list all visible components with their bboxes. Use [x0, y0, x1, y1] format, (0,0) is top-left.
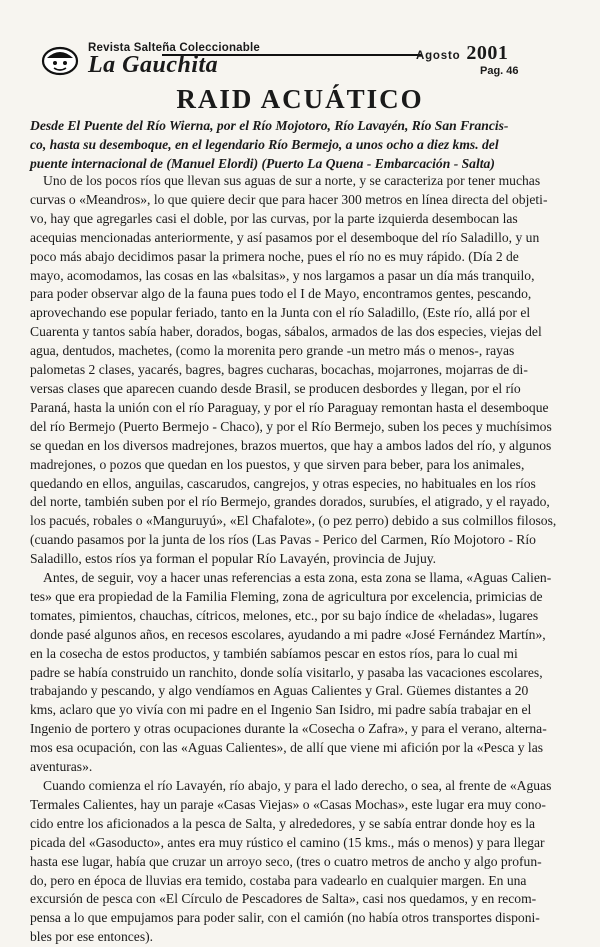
body-line: (cuando pasamos por la junta de los ríos (Las Pavas - Perico del Carmen, Río Mojotoro - Río	[30, 532, 536, 548]
body-line: Antes, de seguir, voy a hacer unas referencias a esta zona, esta zona se llama, «Aguas Calien-	[43, 570, 552, 586]
magazine-header	[36, 40, 560, 80]
body-line: Termales Calientes, hay un paraje «Casas Viejas» o «Casas Mochas», este lugar era muy cono-	[30, 796, 546, 812]
body-line: excursión de pesca con «El Círculo de Pescadores de Salta», casi nos quedamos, y en recom-	[30, 891, 537, 907]
article-title: RAID ACUÁTICO	[176, 84, 424, 114]
body-line: Uno de los pocos ríos que llevan sus aguas de sur a norte, y se caracteriza por tener muchas	[43, 173, 541, 188]
article-lead	[30, 116, 564, 173]
body-line: picada del «Gasoducto», antes era muy rústico el camino (15 kms., más o menos) y para llegar	[30, 834, 545, 850]
body-line: acequias mencionadas anteriormente, y así pasamos por el desemboque del río Saladillo, y un	[30, 229, 540, 245]
body-line: Cuando comienza el río Lavayén, río abajo, y para el lado derecho, o sea, al frente de «Aguas	[43, 778, 552, 793]
body-line: curvas o «Meandros», lo que quiere decir que para hacer 300 metros en línea directa del objeti-	[30, 191, 548, 207]
body-line: vo, hay que agregarles casi el doble, por las curvas, por la parte izquierda desembocan las	[30, 210, 518, 226]
magazine-name: La Gauchita	[88, 52, 219, 78]
issue-month: Agosto	[416, 50, 461, 62]
body-line: madrejones, o pozos que quedan en los puestos, y que sirven para beber, para los animales,	[30, 456, 525, 472]
body-line: padre se había construido un ranchito, donde solía visitarlo, y pasaba las vacaciones escolares,	[30, 664, 543, 680]
body-line: bles por ese entonces).	[30, 929, 154, 945]
body-line: palometas 2 clases, yacarés, bagres, bagres cucharas, bocachas, mojarrones, mojarras de di-	[30, 362, 528, 378]
body-line: aventuras».	[30, 759, 93, 775]
body-line: tes» que era propiedad de la Familia Fleming, zona de agricultura por excelencia, primicias de	[30, 588, 543, 604]
body-line: para poder observar algo de la fauna pues todo el I de Mayo, encontramos gentes, pescando,	[30, 286, 532, 302]
body-line: Ingenio de portero y otras ocupaciones durante la «Cosecha o Zafra», y para el verano, alterna-	[30, 721, 547, 737]
body-line: pensa a lo que empujamos para poder salir, con el camión (no había otros transportes disponi-	[30, 910, 540, 926]
body-line: mos esa ocupación, con las «Aguas Calientes», de allí que viene mi afición por la «Pesca y las	[30, 740, 544, 756]
body-line: tomates, pimientos, chauchas, cítricos, melones, etc., por su bajo índice de «heladas», lugares	[30, 607, 539, 623]
body-line: versas clases que aparecen cuando desde Brasil, se producen desbordes y llegan, por el río	[30, 380, 521, 396]
body-line: poco más abajo decidimos pasar la primera noche, pues el río no es muy rápido. (Día 2 de	[30, 248, 519, 264]
body-line: del norte, también suben por el río Bermejo, grandes dorados, surubíes, el atigrado, y el rayado,	[30, 494, 550, 510]
lead-line: co, hasta su desemboque, en el legendario Río Bermejo, a unos ocho a diez kms. del	[30, 137, 499, 152]
body-line: Paraná, hasta la unión con el río Paraguay, y por el río Paraguay remontan hasta el desemboque	[30, 399, 549, 415]
body-line: do, pero en época de lluvias era temido, costaba para vadearlo en cualquier margen. En una	[30, 872, 527, 888]
issue-date	[416, 42, 508, 65]
issue-year: 2001	[466, 42, 509, 64]
body-line: quedando en ellos, anguilas, cascarudos, cangrejos, y otras especies, no habituales en los ríos	[30, 475, 536, 491]
body-line: donde pasé algunos años, en recesos escolares, ayudando a mi padre «José Fernández Martín»,	[30, 626, 546, 642]
lead-line: puente internacional de (Manuel Elordi) (Puerto La Quena - Embarcación - Salta)	[30, 156, 495, 171]
body-line: cido entre los aficionados a la pesca de Salta, y alrededores, y se sabía entrar donde hoy es la	[30, 815, 536, 831]
body-line: Saladillo, estos ríos ya forman el popular Río Lavayén, provincia de Jujuy.	[30, 551, 437, 567]
gaucho-logo-icon	[40, 44, 80, 76]
lead-line: Desde El Puente del Río Wierna, por el Río Mojotoro, Río Lavayén, Río San Francis-	[30, 118, 509, 133]
body-line: en la cosecha de estos productos, y también sabíamos pescar en estos ríos, para lo cual mi	[30, 645, 518, 661]
page-number: Pag. 46	[480, 65, 519, 77]
body-line: trabajando y pescando, y algo vendíamos en Aguas Calientes y Gral. Güemes distantes a 20	[30, 683, 529, 699]
magazine-kicker: Revista Salteña Coleccionable	[88, 42, 260, 54]
body-line: kms, aclaro que yo vivía con mi padre en el Ingenio San Isidro, mi padre sabía trabajar en el	[30, 702, 532, 718]
body-line: los pacués, robales o «Manguruyú», «El Chafalote», (o pez perro) debido a sus colmillos filosos,	[30, 513, 557, 529]
body-line: agua, dentudos, machetes, (como la morenita pero grande -un metro más o menos-, rayas	[30, 343, 515, 359]
body-line: del río Bermejo (Puerto Bermejo - Chaco), y por el Río Bermejo, suben los peces y muchísimos	[30, 418, 552, 434]
body-line: mayo, acomodamos, las cosas en las «balsitas», y nos largamos a pasar un día más tranquilo,	[30, 267, 535, 283]
article-body	[30, 172, 570, 947]
body-line: se quedan en los diversos madrejones, brazos muertos, que hay a ambos lados del río, y algunos	[30, 437, 552, 453]
body-line: Cuarenta y tantos sabía haber, dorados, bogas, sábalos, armados de las dos especies, viejas del	[30, 324, 542, 340]
body-line: hasta ese lugar, había que cruzar un arroyo seco, (tres o cuatro metros de ancho y algo profun-	[30, 853, 542, 869]
body-line: aprovechando ese popular feriado, tanto en la Junta con el río Saladillo, (Este río, allá por el	[30, 305, 531, 321]
